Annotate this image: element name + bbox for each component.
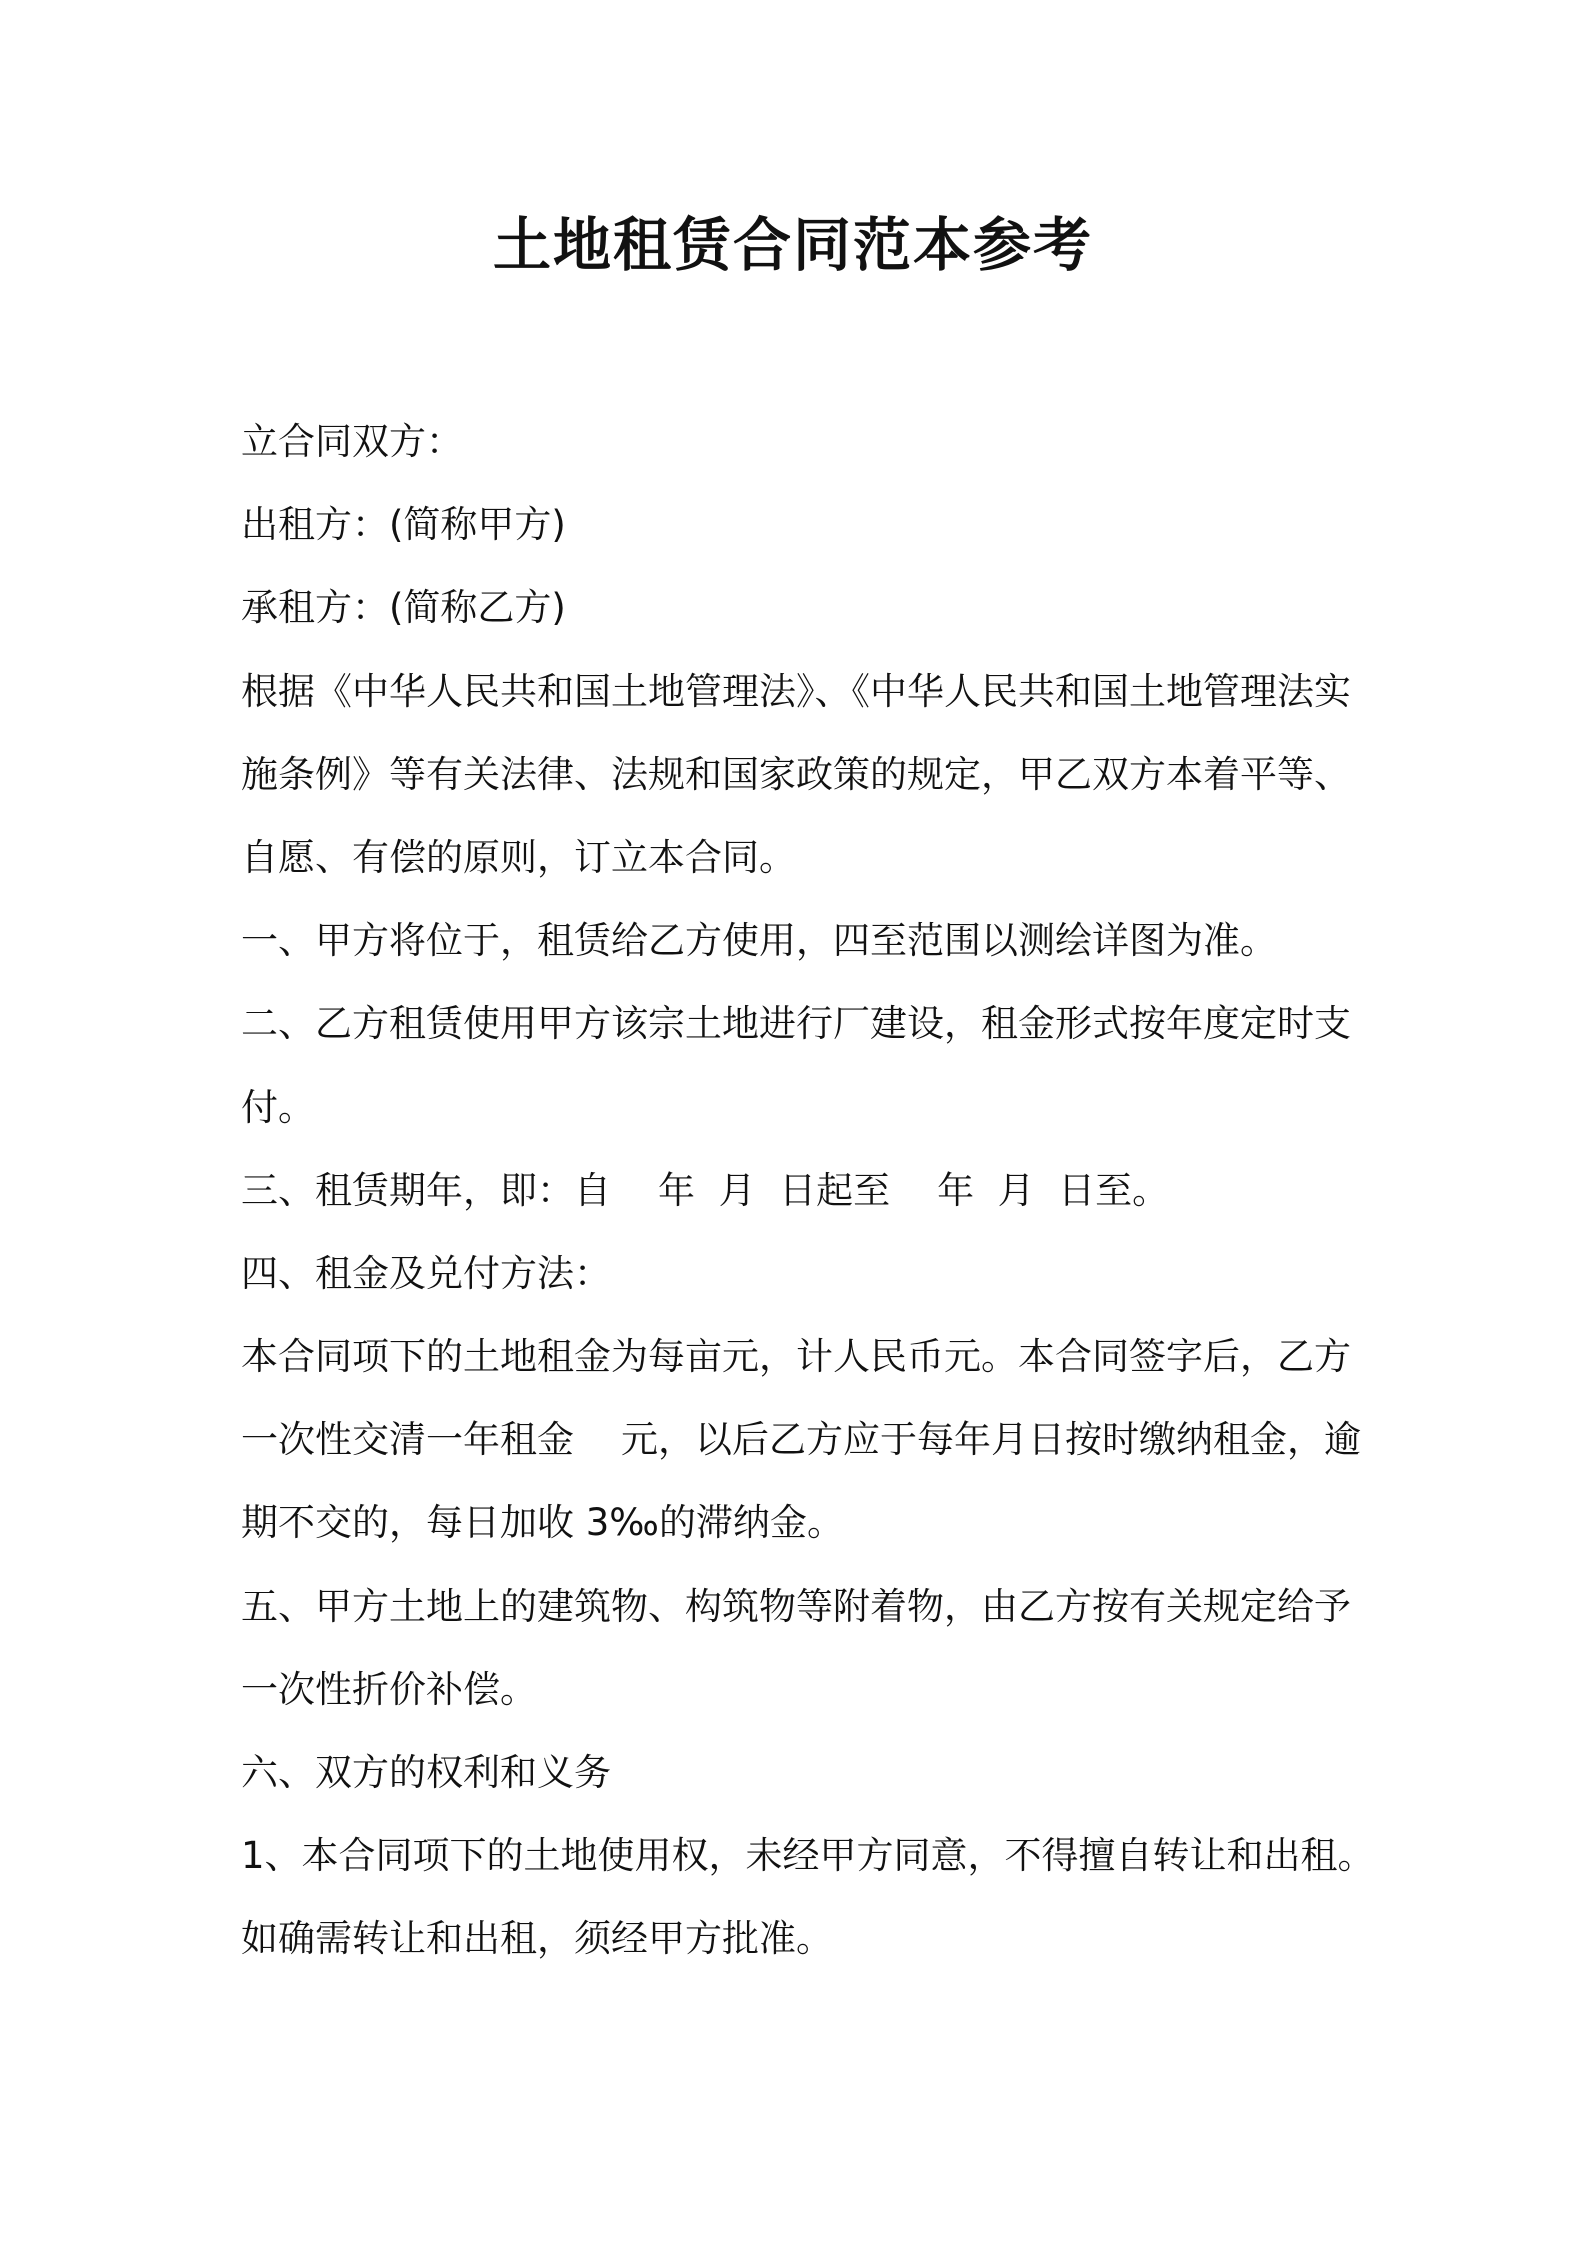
paragraph-line: 付。: [241, 1085, 315, 1129]
paragraph-line: 自愿、有偿的原则，订立本合同。: [241, 835, 796, 879]
paragraph-line: 出租方：(简称甲方): [241, 503, 566, 547]
paragraph-line: 根据《中华人民共和国土地管理法》、《中华人民共和国土地管理法实: [241, 669, 1351, 713]
paragraph-line: 一、甲方将位于，租赁给乙方使用，四至范围以测绘详图为准。: [241, 919, 1277, 963]
document-title: 土地租赁合同范本参考: [492, 211, 1093, 279]
paragraph-line: 期不交的，每日加收 3‰的滞纳金。: [241, 1501, 844, 1545]
document-body: [241, 400, 1375, 1981]
paragraph-line: 三、租赁期年，即：自 年 月 日起至 年 月 日至。: [241, 1168, 1170, 1212]
paragraph-line: 二、乙方租赁使用甲方该宗土地进行厂建设，租金形式按年度定时支: [241, 1002, 1351, 1046]
paragraph-line: 如确需转让和出租，须经甲方批准。: [241, 1917, 833, 1961]
paragraph-line: 承租方：(简称乙方): [241, 586, 566, 630]
paragraph-line: 施条例》等有关法律、法规和国家政策的规定，甲乙双方本着平等、: [241, 752, 1351, 796]
paragraph-line: 六、双方的权利和义务: [241, 1751, 611, 1794]
paragraph-line: 四、租金及兑付方法：: [241, 1251, 611, 1295]
paragraph-line: 1、本合同项下的土地使用权，未经甲方同意，不得擅自转让和出租。: [241, 1834, 1375, 1878]
paragraph-line: 一次性交清一年租金 元，以后乙方应于每年月日按时缴纳租金，逾: [241, 1418, 1362, 1462]
paragraph-line: 一次性折价补偿。: [241, 1667, 537, 1711]
paragraph-line: 立合同双方：: [241, 420, 463, 463]
paragraph-line: 五、甲方土地上的建筑物、构筑物等附着物，由乙方按有关规定给予: [241, 1584, 1351, 1628]
paragraph-line: 本合同项下的土地租金为每亩元，计人民币元。本合同签字后，乙方: [241, 1335, 1351, 1379]
